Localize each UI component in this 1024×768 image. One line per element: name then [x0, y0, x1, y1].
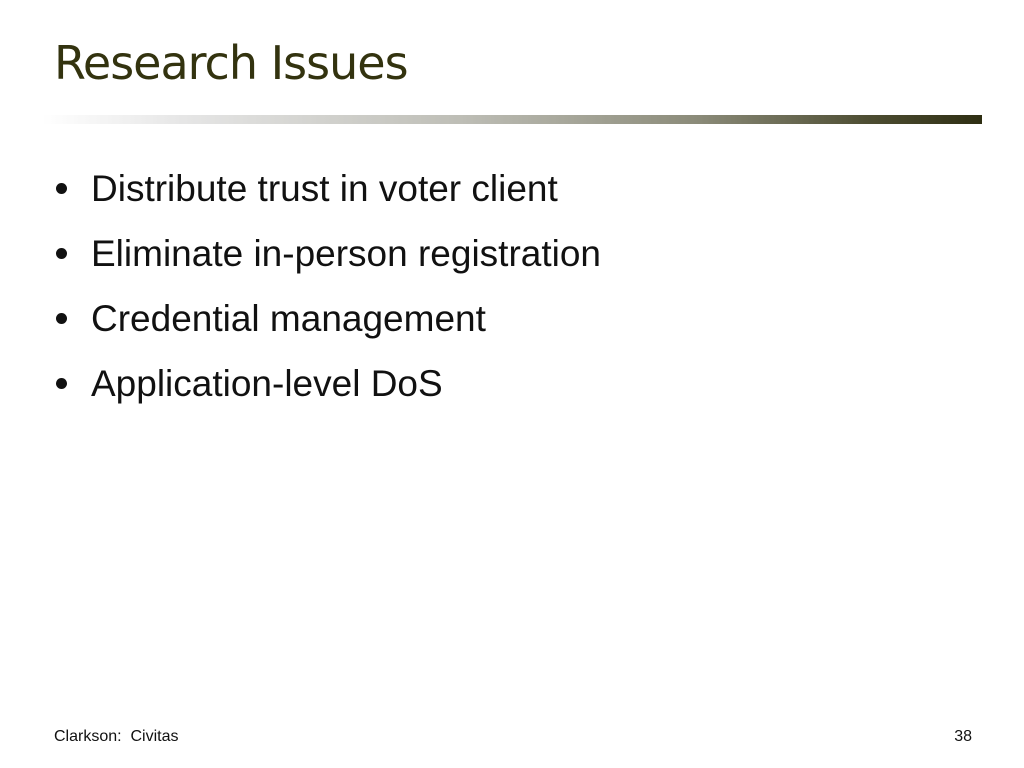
bullet-text: Credential management: [91, 297, 486, 339]
bullet-icon: [56, 378, 67, 389]
bullet-text: Eliminate in-person registration: [91, 232, 602, 274]
page-number: 38: [954, 728, 972, 745]
bullet-item: [56, 156, 601, 221]
bullet-icon: [56, 313, 67, 324]
slide-title: Research Issues: [54, 36, 408, 90]
bullet-item: [56, 286, 601, 351]
bullet-text: Application-level DoS: [91, 362, 443, 404]
bullet-list: [56, 156, 601, 416]
bullet-item: [56, 351, 601, 416]
bullet-item: [56, 221, 601, 286]
footer-title: Clarkson: Civitas: [54, 728, 179, 745]
bullet-text: Distribute trust in voter client: [91, 167, 558, 209]
bullet-icon: [56, 248, 67, 259]
bullet-icon: [56, 183, 67, 194]
title-divider: [42, 115, 982, 124]
